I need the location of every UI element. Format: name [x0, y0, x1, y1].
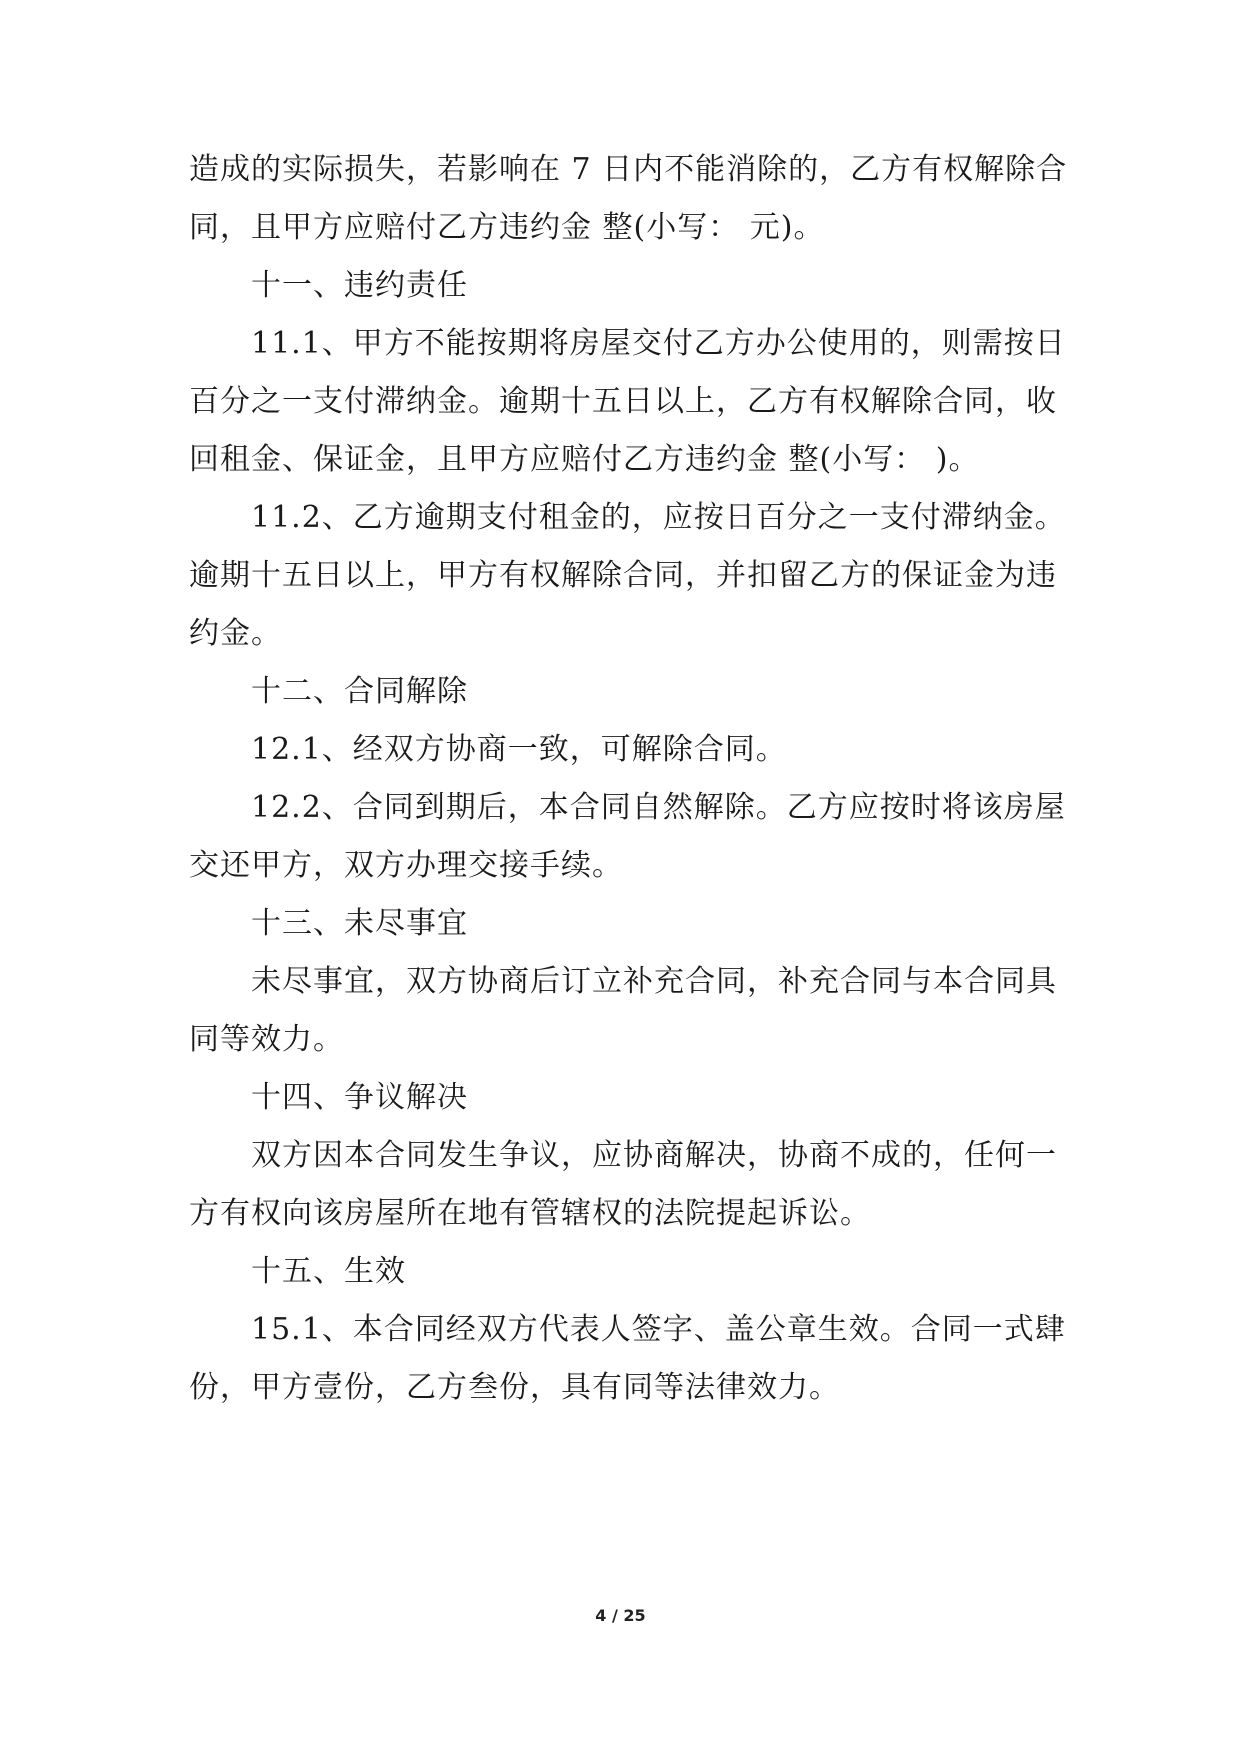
- text-line: 同，且甲方应赔付乙方违约金 整(小写： 元)。: [189, 210, 825, 245]
- text-line: 15.1、本合同经双方代表人签字、盖公章生效。合同一式肆: [251, 1312, 1066, 1347]
- text-line: 同等效力。: [189, 1022, 344, 1057]
- page-number: 4 / 25: [595, 1606, 646, 1625]
- text-line: 未尽事宜，双方协商后订立补充合同，补充合同与本合同具: [251, 964, 1057, 999]
- section-heading-breach: 十一、违约责任: [251, 268, 468, 303]
- text-line: 造成的实际损失，若影响在 7 日内不能消除的，乙方有权解除合: [189, 152, 1068, 187]
- text-line: 11.2、乙方逾期支付租金的，应按日百分之一支付滞纳金。: [251, 500, 1066, 535]
- text-line: 逾期十五日以上，甲方有权解除合同，并扣留乙方的保证金为违: [189, 558, 1057, 593]
- section-heading-dispute: 十四、争议解决: [251, 1080, 468, 1115]
- text-line: 回租金、保证金，且甲方应赔付乙方违约金 整(小写： )。: [189, 442, 980, 477]
- text-line: 约金。: [189, 616, 282, 651]
- text-line: 份，甲方壹份，乙方叁份，具有同等法律效力。: [189, 1370, 840, 1405]
- text-line: 交还甲方，双方办理交接手续。: [189, 848, 623, 883]
- text-line: 双方因本合同发生争议，应协商解决，协商不成的，任何一: [251, 1138, 1057, 1173]
- section-heading-termination: 十二、合同解除: [251, 674, 468, 709]
- text-line: 11.1、甲方不能按期将房屋交付乙方办公使用的，则需按日: [251, 326, 1066, 361]
- text-line: 12.1、经双方协商一致，可解除合同。: [251, 732, 787, 767]
- text-line: 百分之一支付滞纳金。逾期十五日以上，乙方有权解除合同，收: [189, 384, 1057, 419]
- section-heading-effect: 十五、生效: [251, 1254, 406, 1289]
- text-line: 12.2、合同到期后，本合同自然解除。乙方应按时将该房屋: [251, 790, 1066, 825]
- section-heading-outstanding: 十三、未尽事宜: [251, 906, 468, 941]
- text-line: 方有权向该房屋所在地有管辖权的法院提起诉讼。: [189, 1196, 871, 1231]
